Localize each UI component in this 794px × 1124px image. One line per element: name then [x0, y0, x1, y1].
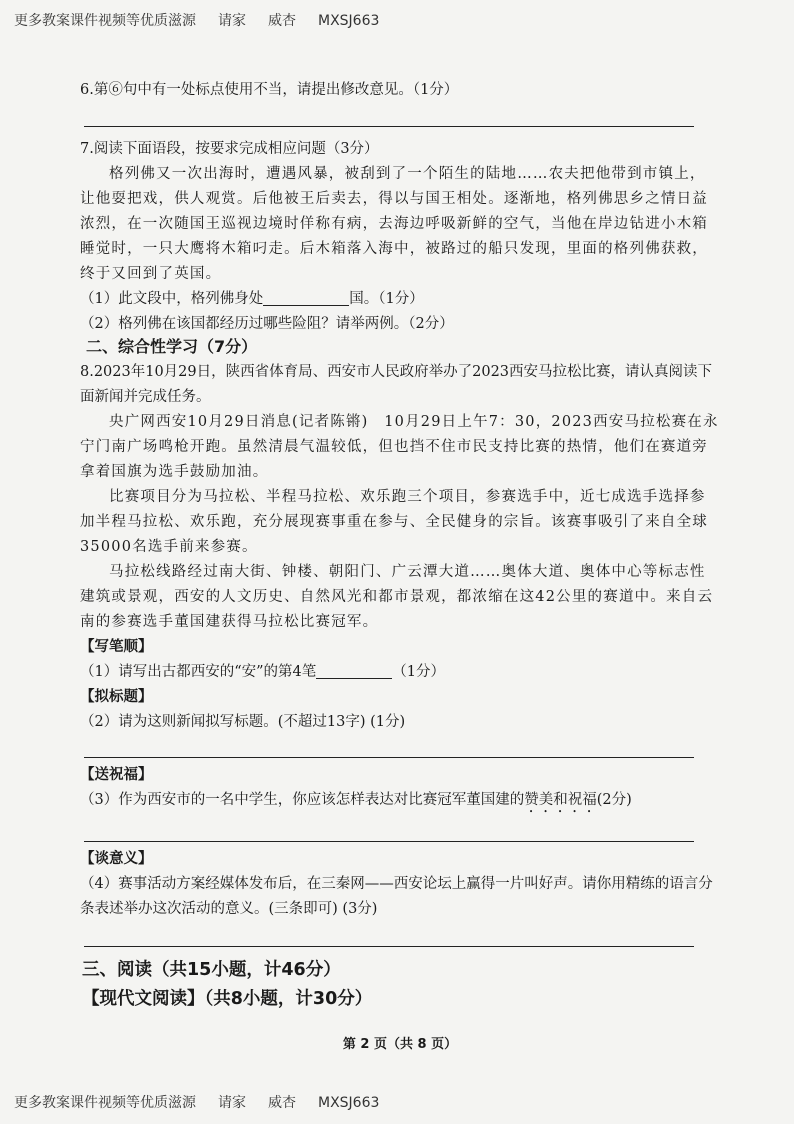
question-8-intro: 8.2023年10月29日，陕西省体育局、西安市人民政府举办了2023西安马拉松比赛，请认真阅读下面新闻并完成任务。: [80, 364, 713, 405]
task-3-block: [80, 763, 720, 816]
page-number: 第 2 页（共 8 页）: [342, 1037, 458, 1052]
news-paragraph-1: 央广网西安10月29日消息(记者陈锵) 10月29日上午7：30，2023西安马拉松赛在永宁门南广场鸣枪开跑。虽然清晨气温较低，但也挡不住市民支持比赛的热情，他们在赛道旁拿着国旗为选手鼓励加油。: [80, 414, 719, 480]
section-2-title: 二、综合性学习（7分）: [86, 337, 258, 356]
answer-line: [84, 946, 694, 947]
question-7: [80, 137, 720, 337]
task-2-label: 【拟标题】: [80, 689, 153, 705]
task-3-label: 【送祝福】: [80, 767, 153, 783]
watermark-text: 请家: [218, 1095, 246, 1111]
answer-line: [84, 757, 694, 758]
question-7-passage: 格列佛又一次出海时，遭遇风暴，被刮到了一个陌生的陆地……农夫把他带到市镇上，让他耍把戏，供人观赏。后他被王后卖去，得以与国王相处。逐渐地，格列佛思乡之情日益浓烈，在一次随国王巡视边境时佯称有病，去海边呼吸新鲜的空气，当他在岸边钻进小木箱睡觉时，一只大鹰将木箱叼走。后木箱落入海中，被路过的船只发现，里面的格列佛获救，终于又回到了英国。: [80, 166, 708, 282]
news-paragraph-2: 比赛项目分为马拉松、半程马拉松、欢乐跑三个项目，参赛选手中，近七成选手选择参加半程马拉松、欢乐跑，充分展现赛事重在参与、全民健身的宗旨。该赛事吸引了来自全球35000名选手前来参赛。: [80, 489, 708, 555]
task-1: （1）请写出古都西安的“安”的第4笔 （1分）: [80, 664, 446, 680]
emphasized-text: 赞美和祝福: [524, 792, 597, 808]
task-2: （2）请为这则新闻拟写标题。(不超过13字) (1分): [80, 714, 406, 730]
watermark-text: 更多教案课件视频等优质滋源: [14, 13, 196, 29]
question-7-sub1: （1）此文段中，格列佛身处 国。（1分）: [80, 291, 424, 307]
watermark-text: 请家: [218, 13, 246, 29]
watermark-code: MXSJ663: [318, 1095, 380, 1111]
section-3-title: 三、阅读（共15小题，计46分）: [82, 960, 341, 980]
answer-line: [84, 126, 694, 127]
watermark-code: MXSJ663: [318, 13, 380, 29]
question-7-sub2: （2）格列佛在该国都经历过哪些险阻？请举两例。（2分）: [80, 316, 454, 332]
watermark-text: 威杏: [268, 1095, 296, 1111]
task-4: （4）赛事活动方案经媒体发布后，在三秦网——西安论坛上赢得一片叫好声。请你用精练的语言分条表述举办这次活动的意义。(三条即可) (3分): [80, 876, 713, 917]
question-6: 6.第⑥句中有一处标点使用不当，请提出修改意见。（1分）: [80, 82, 459, 98]
question-7-prompt: 7.阅读下面语段，按要求完成相应问题（3分）: [80, 141, 379, 157]
watermark-text: 更多教案课件视频等优质滋源: [14, 1095, 196, 1111]
watermark-header: [14, 10, 401, 30]
task-4-label: 【谈意义】: [80, 851, 153, 867]
watermark-footer: [14, 1092, 401, 1112]
watermark-text: 威杏: [268, 13, 296, 29]
news-paragraph-3: 马拉松线路经过南大街、钟楼、朝阳门、广云潭大道……奥体大道、奥体中心等标志性建筑或景观，西安的人文历史、自然风光和都市景观，都浓缩在这42公里的赛道中。来自云南的参赛选手董国建获得马拉松比赛冠军。: [80, 564, 714, 630]
fill-blank[interactable]: [316, 662, 392, 679]
section-3-subtitle: 【现代文阅读】（共8小题，计30分）: [82, 989, 373, 1009]
fill-blank[interactable]: [263, 289, 349, 306]
task-4-block: [80, 847, 720, 922]
task-1-label: 【写笔顺】: [80, 639, 153, 655]
question-8: [80, 360, 720, 735]
answer-line: [84, 841, 694, 842]
task-3: （3）作为西安市的一名中学生，你应该怎样表达对比赛冠军董国建的赞美和祝福(2分): [80, 792, 632, 808]
